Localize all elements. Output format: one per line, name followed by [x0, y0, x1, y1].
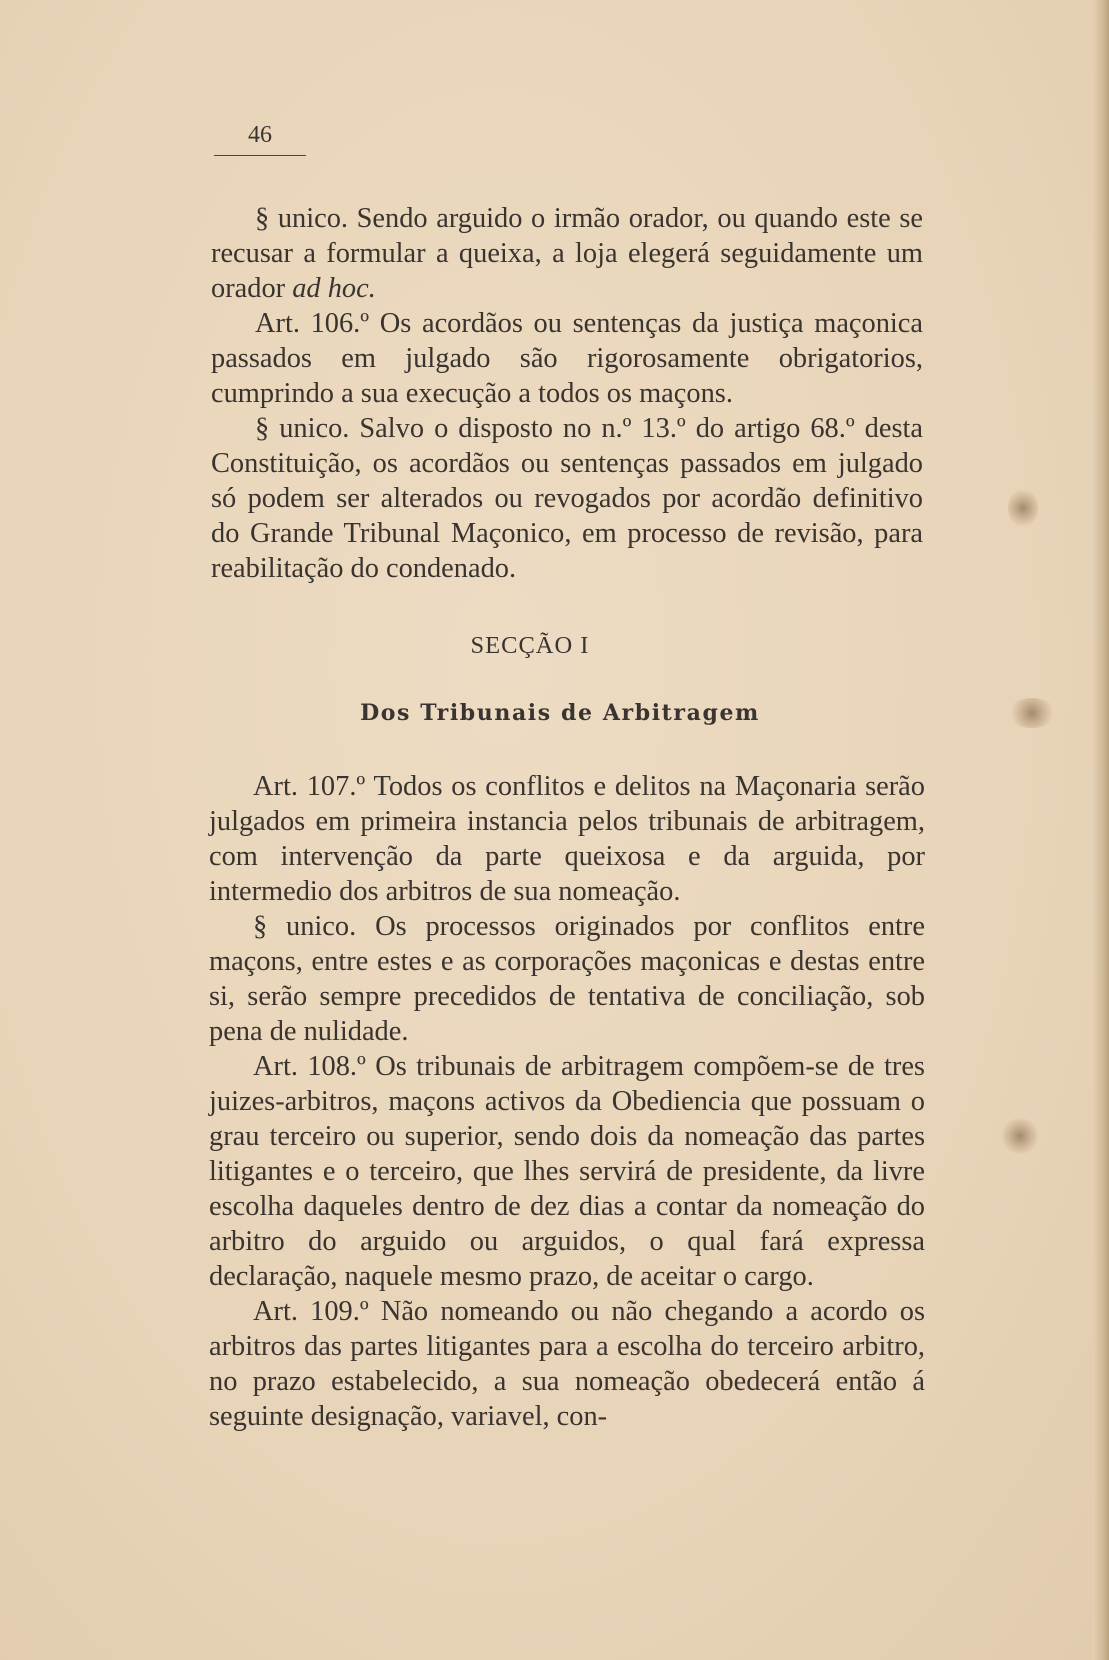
ink-stain: [1002, 1118, 1038, 1154]
ink-stain: [1008, 488, 1038, 528]
section-title: Dos Tribunais de Arbitragem: [360, 700, 760, 726]
article: [209, 769, 925, 909]
article-text: Os processos originados por conflitos entre maçons, entre estes e as corporações maçonicas e destas entre si, serão sempre precedidos de tentativa de conciliação, sob pena de nulidade.: [209, 911, 925, 1047]
paragraph-text: Salvo o disposto no n.º 13.º do artigo 68.º desta Constituição, os acordãos ou sentenças passados em julgado só podem ser alterados ou revogados por acordão definitivo do Grande Tribunal Maçonico, em processo de revisão, para reabilitação do condenado.: [211, 413, 923, 584]
text-block-top: [211, 201, 923, 586]
paragraph: [211, 201, 923, 306]
article-lead: § unico.: [253, 911, 357, 942]
article: [209, 1294, 925, 1434]
paragraph-italic: ad hoc.: [292, 273, 376, 304]
article-lead: Art. 109.º: [253, 1296, 369, 1327]
paragraph: [211, 411, 923, 586]
article-text: Todos os conflitos e delitos na Maçonaria serão julgados em primeira instancia pelos tribunais de arbitragem, com intervenção da parte queixosa e da arguida, por intermedio dos arbitros de sua nomeação.: [209, 771, 925, 907]
article: [209, 909, 925, 1049]
text-block-articles: [209, 769, 925, 1434]
page-edge: [1093, 0, 1109, 1660]
article: [209, 1049, 925, 1294]
article-lead: Art. 108.º: [253, 1051, 366, 1082]
paragraph-text: Os acordãos ou sentenças da justiça maçonica passados em julgado são rigorosamente obrigatorios, cumprindo a sua execução a todos os maçons.: [211, 308, 924, 409]
ink-stain: [1008, 698, 1056, 728]
article-text: Os tribunais de arbitragem compõem-se de tres juizes-arbitros, maçons activos da Obediencia que possuam o grau terceiro ou superior, sendo dois da nomeação das partes litigantes e o terceiro, que lhes servirá de presidente, da livre escolha daqueles dentro de dez dias a contar da nomeação do arbitro do arguido ou arguidos, o qual fará expressa declaração, naquele mesmo prazo, de aceitar o cargo.: [209, 1051, 925, 1292]
paragraph-lead: § unico.: [255, 203, 348, 234]
article-lead: Art. 107.º: [253, 771, 366, 802]
paragraph-text: Sendo arguido o irmão orador, ou quando este se recusar a formular a queixa, a loja elegerá seguidamente um orador: [211, 203, 923, 304]
paragraph-lead: Art. 106.º: [255, 308, 370, 339]
article-text: Não nomeando ou não chegando a acordo os arbitros das partes litigantes para a escolha do terceiro arbitro, no prazo estabelecido, a sua nomeação obedecerá então á seguinte designação, variavel, con-: [209, 1296, 925, 1432]
paragraph: [211, 306, 923, 411]
section-label: SECÇÃO I: [470, 632, 590, 659]
page-number: 46: [214, 122, 306, 156]
paragraph-lead: § unico.: [255, 413, 350, 444]
